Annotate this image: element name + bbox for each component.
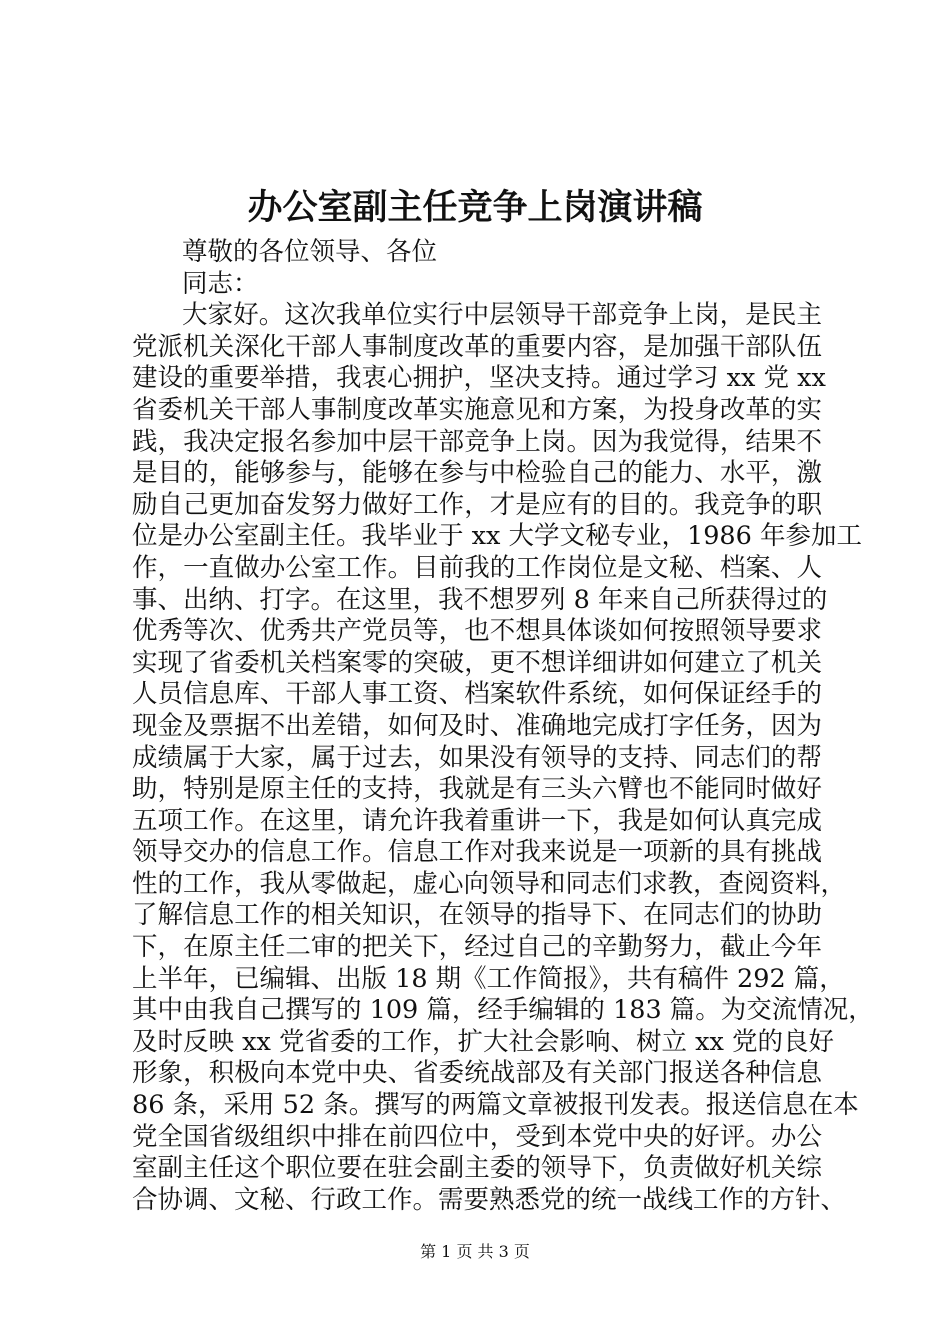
paragraph-line: 室副主任这个职位要在驻会副主委的领导下，负责做好机关综 xyxy=(132,1153,822,1184)
paragraph-line: 位是办公室副主任。我毕业于 xx 大学文秘专业，1986 年参加工 xyxy=(132,521,862,552)
paragraph-line: 五项工作。在这里，请允许我着重讲一下，我是如何认真完成 xyxy=(132,805,822,836)
document-body xyxy=(132,237,874,1216)
paragraph-line: 实现了省委机关档案零的突破，更不想详细讲如何建立了机关 xyxy=(132,647,822,678)
paragraph-line: 成绩属于大家，属于过去，如果没有领导的支持、同志们的帮 xyxy=(132,742,822,773)
paragraph-line: 86 条，采用 52 条。撰写的两篇文章被报刊发表。报送信息在本 xyxy=(132,1090,859,1121)
paragraph-line: 人员信息库、干部人事工资、档案软件系统，如何保证经手的 xyxy=(132,679,822,710)
paragraph-line: 事、出纳、打字。在这里，我不想罗列 8 年来自己所获得过的 xyxy=(132,584,828,615)
paragraph-line: 省委机关干部人事制度改革实施意见和方案，为投身改革的实 xyxy=(132,394,822,425)
paragraph-line: 其中由我自己撰写的 109 篇，经手编辑的 183 篇。为交流情况， xyxy=(132,995,874,1026)
paragraph-line: 践，我决定报名参加中层干部竞争上岗。因为我觉得，结果不 xyxy=(132,426,822,457)
paragraph-line: 作，一直做办公室工作。目前我的工作岗位是文秘、档案、人 xyxy=(132,552,822,583)
paragraph-line: 是目的，能够参与，能够在参与中检验自己的能力、水平，激 xyxy=(132,458,822,489)
salutation-line: 尊敬的各位领导、各位 xyxy=(182,237,438,267)
paragraph-line: 党全国省级组织中排在前四位中，受到本党中央的好评。办公 xyxy=(132,1121,822,1152)
page-number-footer: 第 1 页 共 3 页 xyxy=(420,1242,530,1261)
paragraph-line: 现金及票据不出差错，如何及时、准确地完成打字任务，因为 xyxy=(132,710,822,741)
paragraph-line: 党派机关深化干部人事制度改革的重要内容，是加强干部队伍 xyxy=(132,331,822,362)
paragraph-line: 优秀等次、优秀共产党员等，也不想具体谈如何按照领导要求 xyxy=(132,616,822,647)
paragraph-line: 大家好。这次我单位实行中层领导干部竞争上岗，是民主 xyxy=(182,300,822,331)
paragraph-line: 及时反映 xx 党省委的工作，扩大社会影响、树立 xx 党的良好 xyxy=(132,1026,834,1057)
paragraph-line: 性的工作，我从零做起，虚心向领导和同志们求教，查阅资料， xyxy=(132,868,847,899)
paragraph-line: 下，在原主任二审的把关下，经过自己的辛勤努力，截止今年 xyxy=(132,932,822,963)
paragraph-line: 励自己更加奋发努力做好工作，才是应有的目的。我竞争的职 xyxy=(132,489,822,520)
paragraph-line: 上半年，已编辑、出版 18 期《工作简报》，共有稿件 292 篇， xyxy=(132,963,845,994)
salutation-line: 同志： xyxy=(182,268,259,299)
paragraph-line: 合协调、文秘、行政工作。需要熟悉党的统一战线工作的方针、 xyxy=(132,1184,847,1215)
paragraph-line: 形象，积极向本党中央、省委统战部及有关部门报送各种信息 xyxy=(132,1058,822,1089)
document-title: 办公室副主任竞争上岗演讲稿 xyxy=(247,187,703,228)
paragraph-line: 助，特别是原主任的支持，我就是有三头六臂也不能同时做好 xyxy=(132,774,822,805)
paragraph-line: 领导交办的信息工作。信息工作对我来说是一项新的具有挑战 xyxy=(132,837,822,868)
paragraph-line: 建设的重要举措，我衷心拥护，坚决支持。通过学习 xx 党 xx xyxy=(132,363,826,394)
paragraph-line: 了解信息工作的相关知识，在领导的指导下、在同志们的协助 xyxy=(132,900,822,931)
